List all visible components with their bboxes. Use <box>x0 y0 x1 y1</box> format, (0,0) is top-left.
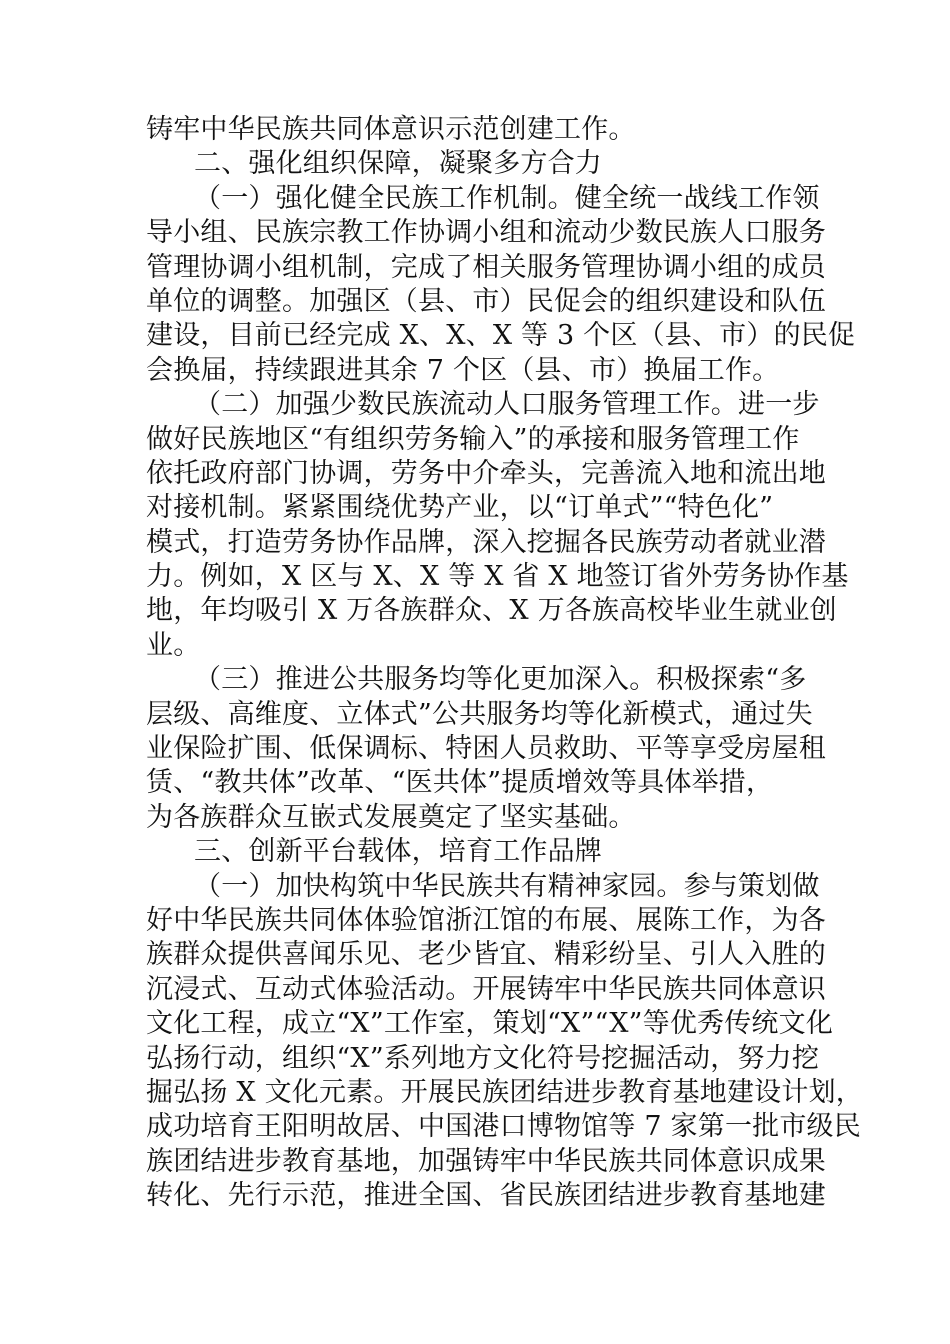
text-line: 模式，打造劳务协作品牌，深入挖掘各民族劳动者就业潜 <box>146 526 826 558</box>
text-line: （三）推进公共服务均等化更加深入。积极探索“多 <box>194 664 807 696</box>
text-line: 为各族群众互嵌式发展奠定了坚实基础。 <box>146 801 636 833</box>
text-line: 族团结进步教育基地，加强铸牢中华民族共同体意识成果 <box>146 1145 826 1177</box>
text-line: 文化工程，成立“X”工作室，策划“X”“X”等优秀传统文化 <box>146 1008 834 1040</box>
text-line: 层级、高维度、立体式”公共服务均等化新模式，通过失 <box>146 698 813 730</box>
text-line: 建设，目前已经完成 X、X、X 等 3 个区（县、市）的民促 <box>146 320 856 352</box>
text-line: 成功培育王阳明故居、中国港口博物馆等 7 家第一批市级民 <box>146 1111 861 1143</box>
text-line: 赁、“教共体”改革、“医共体”提质增效等具体举措， <box>146 767 774 799</box>
text-line: 单位的调整。加强区（县、市）民促会的组织建设和队伍 <box>146 285 826 317</box>
text-line: （一）加快构筑中华民族共有精神家园。参与策划做 <box>194 870 820 902</box>
text-line: 掘弘扬 X 文化元素。开展民族团结进步教育基地建设计划， <box>146 1076 863 1108</box>
text-line: 对接机制。紧紧围绕优势产业，以“订单式”“特色化” <box>146 492 774 524</box>
text-line: 导小组、民族宗教工作协调小组和流动少数民族人口服务 <box>146 217 826 249</box>
text-line: 业。 <box>146 629 201 661</box>
text-line: 沉浸式、互动式体验活动。开展铸牢中华民族共同体意识 <box>146 973 826 1005</box>
text-line: 管理协调小组机制，完成了相关服务管理协调小组的成员 <box>146 251 826 283</box>
text-line: 三、创新平台载体，培育工作品牌 <box>194 836 602 868</box>
text-line: 弘扬行动，组织“X”系列地方文化符号挖掘活动，努力挖 <box>146 1042 820 1074</box>
text-line: （一）强化健全民族工作机制。健全统一战线工作领 <box>194 182 820 214</box>
text-line: 业保险扩围、低保调标、特困人员救助、平等享受房屋租 <box>146 733 826 765</box>
text-line: 族群众提供喜闻乐见、老少皆宜、精彩纷呈、引人入胜的 <box>146 939 826 971</box>
text-line: 做好民族地区“有组织劳务输入”的承接和服务管理工作 <box>146 423 800 455</box>
text-line: （二）加强少数民族流动人口服务管理工作。进一步 <box>194 389 820 421</box>
text-line: 依托政府部门协调，劳务中介牵头，完善流入地和流出地 <box>146 457 826 489</box>
text-line: 会换届，持续跟进其余 7 个区（县、市）换届工作。 <box>146 354 780 386</box>
text-line: 二、强化组织保障，凝聚多方合力 <box>194 148 602 180</box>
document-body <box>146 113 863 1214</box>
text-line: 地，年均吸引 X 万各族群众、X 万各族高校毕业生就业创 <box>146 595 837 627</box>
text-line: 转化、先行示范，推进全国、省民族团结进步教育基地建 <box>146 1180 826 1212</box>
text-line: 力。例如，X 区与 X、X 等 X 省 X 地签订省外劳务协作基 <box>146 561 849 593</box>
text-line: 好中华民族共同体体验馆浙江馆的布展、展陈工作，为各 <box>146 904 826 936</box>
text-line: 铸牢中华民族共同体意识示范创建工作。 <box>146 114 636 145</box>
